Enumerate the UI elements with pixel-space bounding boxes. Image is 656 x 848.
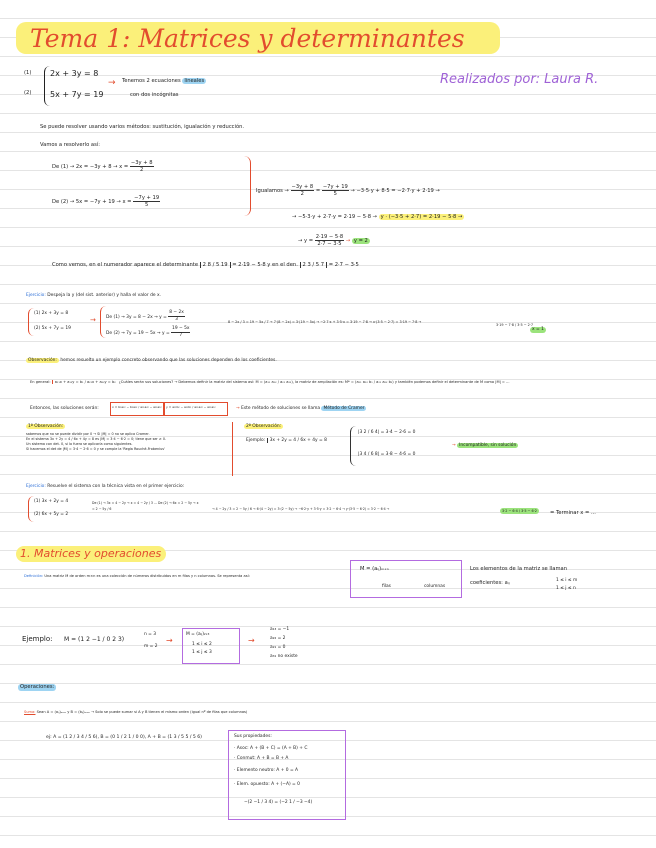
fraction: $\frac{-7y + 19}{5}$: [134, 195, 160, 208]
de2-line: De (2) → 5x = −7y + 19 → x = $\frac{-7y + 19}{5}$: [52, 195, 160, 208]
props-box: [228, 730, 346, 820]
prop-asoc: · Asoc: A + (B + C) = (A + B) + C: [234, 746, 308, 751]
y-solution: y = a₁₁b₂ − a₂₁b₁ / a₁₁a₂₂ − a₂₁a₁₂: [166, 405, 216, 409]
ej1-eq2: (2) 5x + 7y = 19: [34, 326, 71, 331]
obt-label: Entonces, las soluciones serán:: [30, 406, 99, 411]
elem-a31: a₃₁ no existe: [270, 654, 298, 659]
ej1-de2: De (2) → 7y = 19 − 5x → y = $\frac{19 - 5x}{7}$: [106, 326, 190, 338]
ejercicio2-header: Ejercicio: Resuelve el sistema con la técnica vista en el primer ejercicio:: [26, 484, 185, 489]
system-bracket: [350, 426, 356, 466]
suma-line: Suma: Sean A = (aᵢⱼ)ₘₓₙ y B = (bᵢⱼ)ₘₓₙ → Solo se puede sumar si A y B tienen el mismo orden (igual nº de filas que columnas): [24, 710, 248, 714]
prop-conmut: · Conmut: A + B = B + A: [234, 756, 289, 761]
eq2: 5x + 7y = 19: [50, 90, 104, 99]
methods-text: Se puede resolver usando varios métodos: sustitución, igualación y reducción.: [40, 124, 245, 130]
definition: Definición: Una matriz M de orden m×n es una colección de números distribuidos en m filas y n columnas. Se representa así:: [24, 574, 250, 578]
suma-example: ej: A = (1 2 / 3 4 / 5 6), B = (0 1 / 2 1 / 0 0), A + B = (1 3 / 5 5 / 5 6): [46, 735, 202, 740]
obs1-text: sabemos que no se puede dividir por 0 → Si |M| = 0 no se aplica Cramer. En el sistema 3x + 2y = 4 / 6x + 4y = 8 es |M| = 3·4 − 6·2 = 0; tiene que ser ≠ 0. Un sistema con det. 0, si lo fuera se aplicaría como siguientes. Si hacemos el det de |M| = 3·4 − 2·6 = 0 y se comple la 'Regla Rouché-Frobenius': [26, 432, 167, 451]
coef-text: coeficientes: aᵢⱼ: [470, 580, 510, 586]
de1-line: De (1) → 2x = −3y + 8 → x = $\frac{-3y + 8}{2}$: [52, 160, 153, 173]
props-title: Sus propiedades:: [234, 734, 272, 739]
x-solution: x = b₁a₂₂ − b₂a₁₂ / a₁₁a₂₂ − a₂₁a₁₂: [112, 405, 162, 409]
elem-a13: a₁₃ = −1: [270, 627, 290, 632]
columnas-label: columnas: [424, 584, 446, 589]
ejemplo-matrix: M = (1 2 −1 / 0 2 3): [64, 636, 125, 643]
obs2-result: → Incompatible, sin solución: [452, 443, 517, 448]
range-j: 1 ≤ j ≤ n: [556, 586, 576, 591]
prop-example: −(2 −1 / 3 4) = (−2 1 / −3 −4): [244, 800, 313, 805]
obs2-title: 2ª Observación:: [246, 424, 282, 429]
right-brace: [244, 156, 251, 216]
elementos-text: Los elementos de la matriz se llaman: [470, 566, 567, 572]
observacion: Observación: hemos resuelto un ejemplo concreto observando que las soluciones dependen de los coeficientes.: [28, 358, 277, 363]
general-line: En general: a₁₁x + a₁₂y = b₁ / a₂₁x + a₂₂y = b₂ ¿Cuáles serán sus soluciones? → Debemos definir la matriz del sistema así: M = (a₁₁ a₁₂ / a₂₁ a₂₂), la matriz de ampliación es: M* = (a₁₁ a₁₂ b₁ / a₂₁ a₂₂ b₂) y también podemos definir el determinante de M como |M| = ...: [30, 380, 510, 384]
obs2-ejemplo: Ejemplo: 3x + 2y = 4 / 6x + 4y = 8: [246, 438, 327, 443]
ej1-result: x = 1: [532, 327, 544, 332]
ejemplo-box-j: 1 ≤ j ≤ 3: [192, 650, 212, 655]
ej2-eq1: (1) 3x + 2y = 4: [34, 499, 69, 504]
ejemplo-box-m: M = (aᵢⱼ)₂ₓ₃: [186, 632, 210, 637]
elem-a21: a₂₁ = 0: [270, 645, 286, 650]
fraction: $\frac{2\cdot 19 - 5\cdot 8}{2\cdot 7 - 3\cdot 5}$: [315, 234, 344, 247]
obs1-title: 1ª Observación:: [28, 424, 64, 429]
ej2-end: = Terminar x = ...: [550, 510, 596, 516]
metodo-line: → Este método de soluciones se llama Método de Cramer: [236, 406, 365, 411]
ejemplo-label: Ejemplo:: [22, 635, 53, 643]
fraction: $\frac{-3y + 8}{2}$: [130, 160, 153, 173]
arrow: →: [248, 636, 255, 645]
eq1-label: (1): [24, 70, 32, 76]
section-title: 1. Matrices y operaciones: [20, 547, 162, 560]
ej1-res-frac: 3·19 − 7·8 / 3·5 − 2·7: [496, 323, 534, 327]
solve-text: Vamos a resolverlo así:: [40, 142, 100, 148]
prop-opuesto: · Elem. opuesto: A + (−A) = 0: [234, 782, 300, 787]
page-title: Tema 1: Matrices y determinantes: [30, 24, 465, 53]
ej1-de1: De (1) → 3y = 8 − 2x → y = $\frac{8 - 2x}{3}$: [106, 310, 184, 322]
ejemplo-m: m = 2: [144, 644, 158, 649]
fraction: $\frac{-7y + 19}{5}$: [322, 184, 348, 197]
fraction: $\frac{-3y + 8}{2}$: [291, 184, 314, 197]
prop-neutro: · Elemento neutro: A + 0 = A: [234, 768, 299, 773]
ejemplo-n: n = 3: [144, 632, 157, 637]
filas-label: filas: [382, 584, 391, 589]
arrow: →: [108, 78, 116, 88]
step2-line: → −5·3·y + 2·7·y = 2·19 − 5·8 → y · (−3·5 + 2·7) = 2·19 − 5·8 →: [292, 214, 463, 220]
como-line: Como vemos, en el numerador aparece el determinante 2 8 / 5 19 = 2·19 − 5·8 y en el den. 2 3 / 5 7 = 2·7 − 3·5: [52, 262, 359, 268]
matrix-def: M = (aᵢⱼ)ₘₓₙ: [360, 566, 389, 572]
ej2-res: 3·2 − 6·4 / 3·5 − 6·2: [502, 509, 537, 513]
eq1: 2x + 3y = 8: [50, 69, 99, 78]
ej2-chain: → 4 − 2y / 3 = 2 − 5y / 6 → 6·(4 − 2y) = 3·(2 − 5y) → −6·2·y + 3·5·y = 3·2 − 6·4 → y·(3·5 − 6·2) = 3·2 − 6·4 →: [212, 507, 390, 511]
step3-line: → y = $\frac{2\cdot 19 - 5\cdot 8}{2\cdot 7 - 3\cdot 5}$ → y = 2: [298, 234, 368, 247]
ej1-igual: 8 − 2x / 3 = 19 − 5x / 7 → 7·(8 − 2x) = 3·(19 − 5x) → −2·7·x + 3·5·x = 3·19 − 7·8 → x·(3·5 − 2·7) = 3·19 − 7·8 →: [228, 320, 422, 324]
ej1-eq1: (1) 2x + 3y = 8: [34, 311, 69, 316]
arrow: →: [166, 636, 173, 645]
obs2-det2: |3 4 / 6 8| = 3·8 − 4·6 = 0: [358, 452, 416, 457]
operaciones-title: Operaciones:: [20, 684, 55, 690]
eq2-label: (2): [24, 90, 32, 96]
range-i: 1 ≤ i ≤ m: [556, 578, 578, 583]
note-line2: con dos incógnitas: [130, 92, 179, 98]
ej2-eq2: (2) 6x + 5y = 2: [34, 512, 69, 517]
ejercicio1-header: Ejercicio: Despeja la y (del sist. anterior) y halla el valor de x.: [26, 293, 161, 298]
obs2-det1: |3 2 / 6 4| = 3·4 − 2·6 = 0: [358, 430, 416, 435]
igualamos-line: Igualamos → $\frac{-3y + 8}{2}$ = $\frac{-7y + 19}{5}$ → −3·5·y + 8·5 = −2·7·y + 2·19 →: [256, 184, 440, 197]
author: Realizados por: Laura R.: [440, 72, 599, 87]
arrow: →: [90, 316, 96, 324]
elem-a22: a₂₂ = 2: [270, 636, 286, 641]
ejemplo-box-i: 1 ≤ i ≤ 2: [192, 642, 212, 647]
ej2-proc: De (1) → 3x = 4 − 2y → x = 4 − 2y / 3 ... De (2) → 6x = 2 − 5y → x = 2 − 5y / 6: [92, 501, 199, 511]
note-line1: Tenemos 2 ecuaciones lineales: [122, 78, 205, 84]
